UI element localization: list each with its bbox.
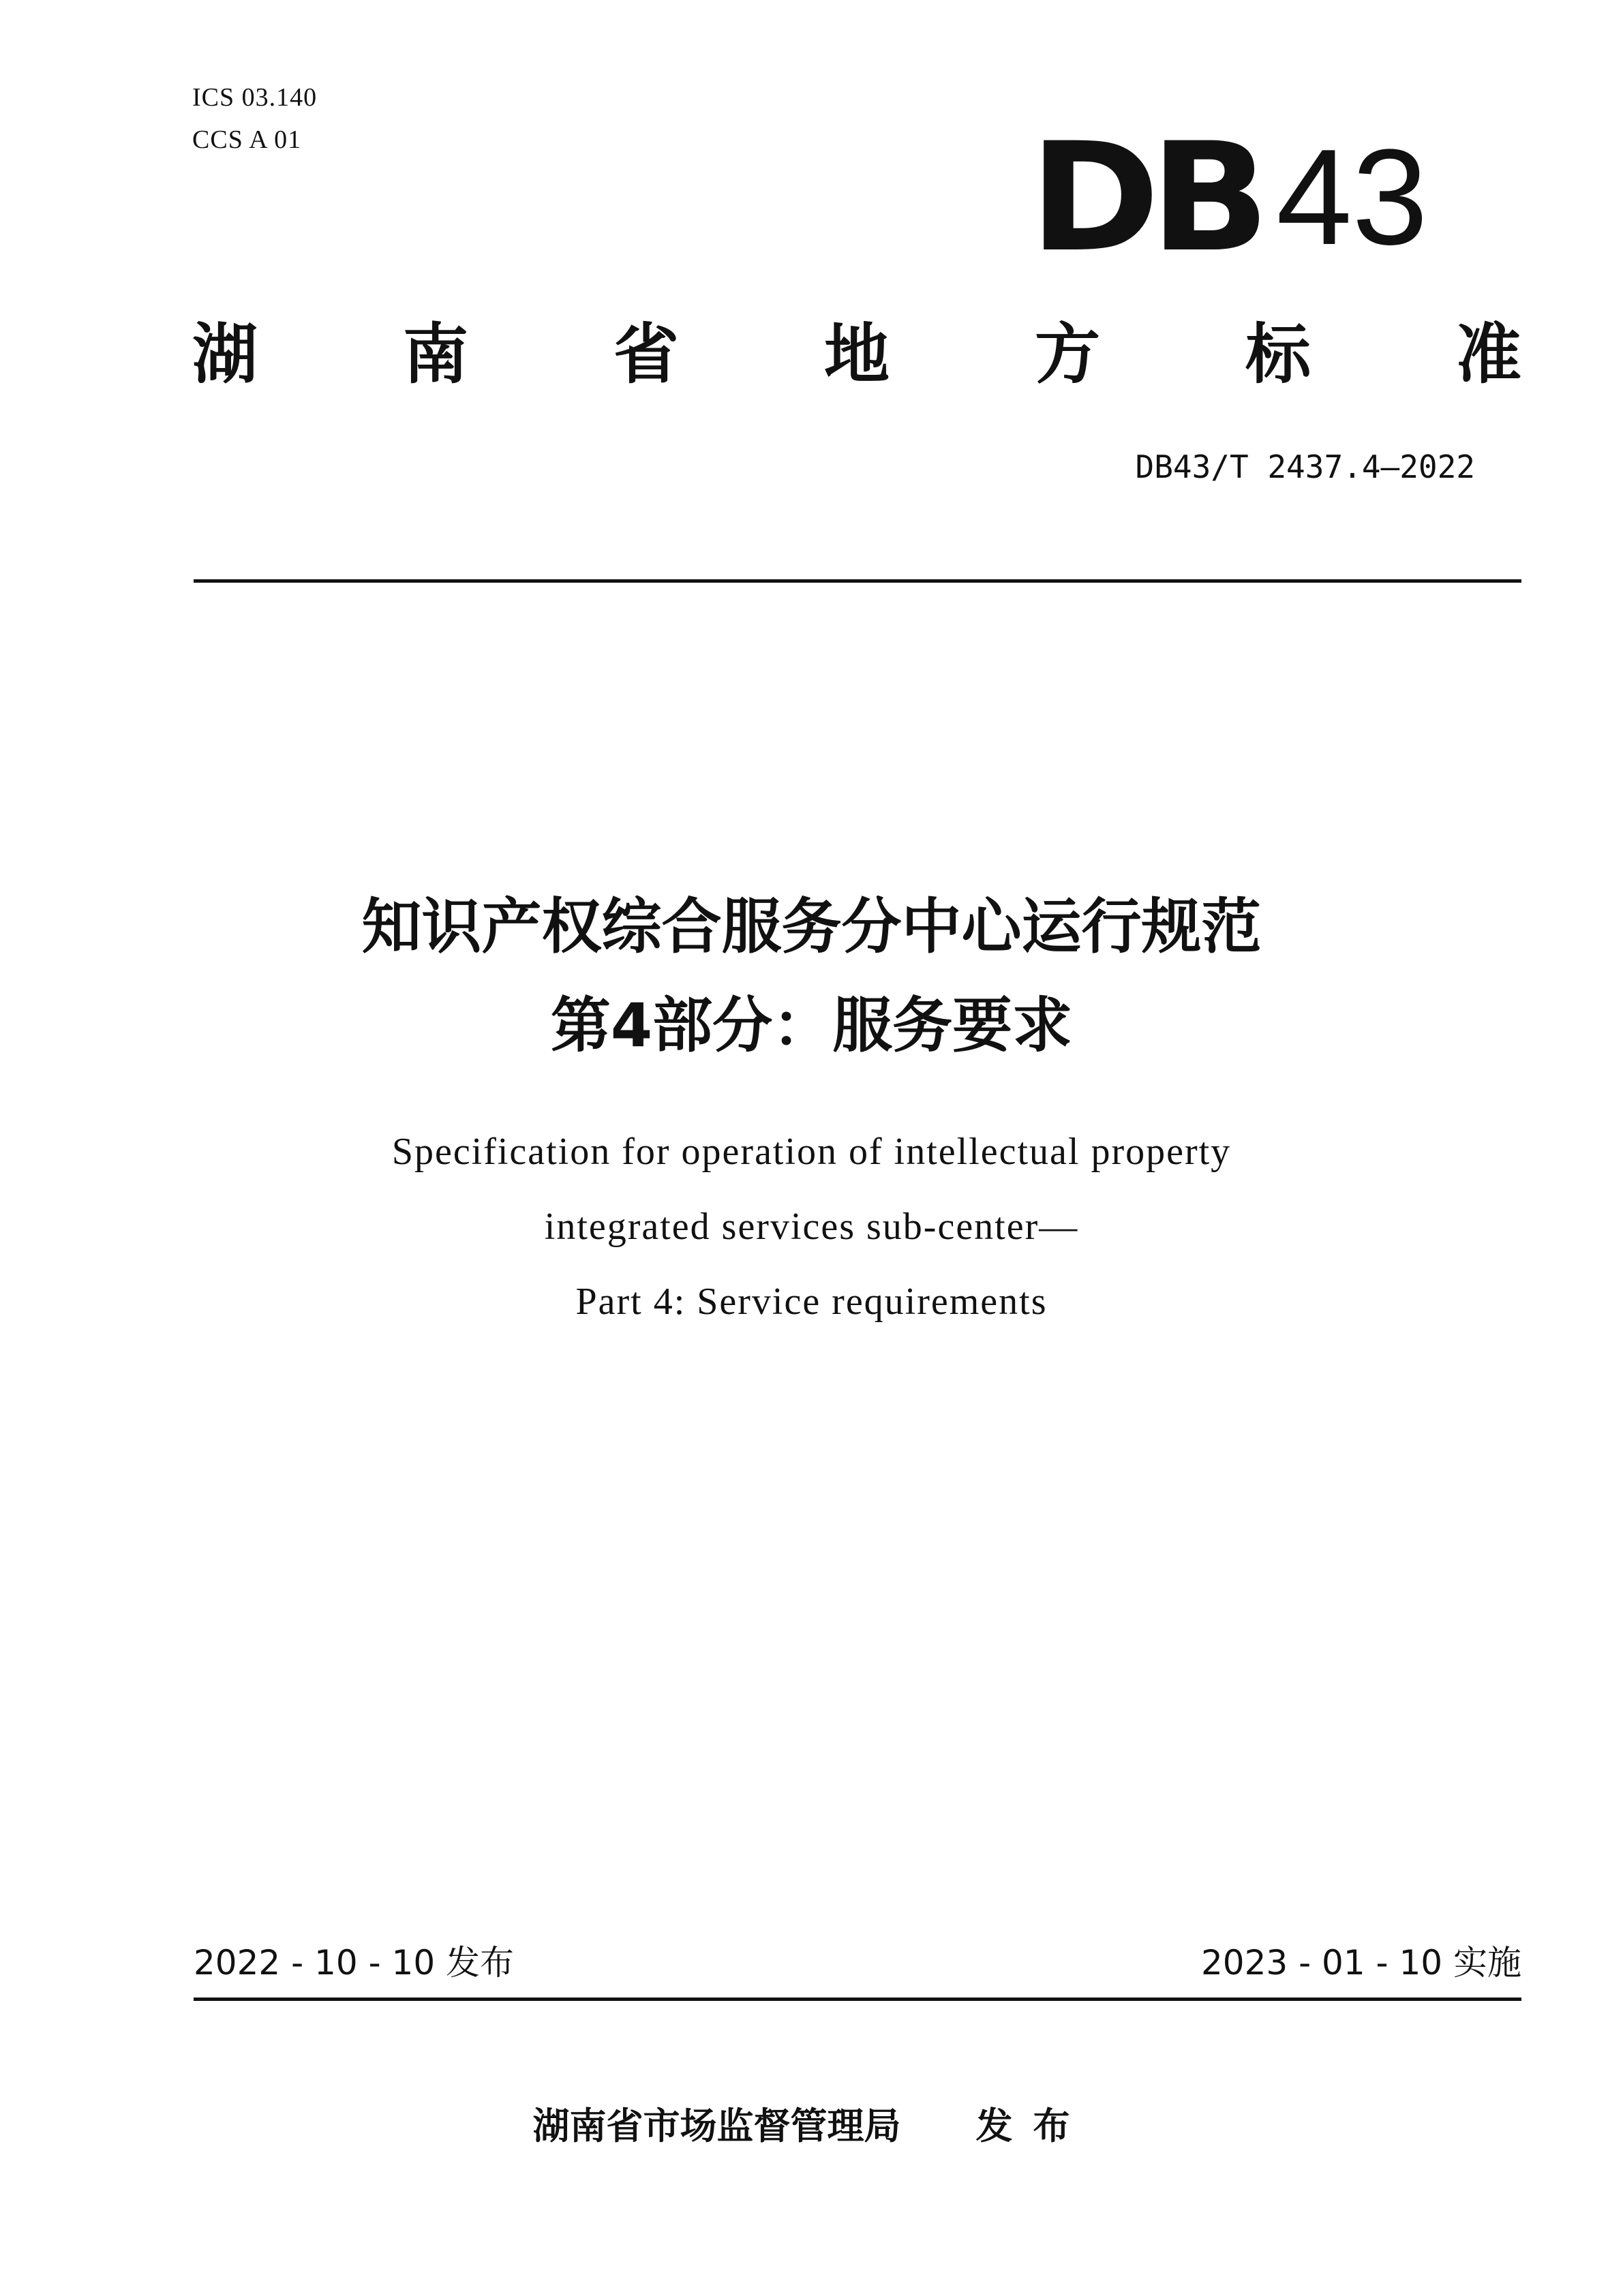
english-title-line-1: Specification for operation of intellectual property <box>391 1131 1232 1173</box>
standard-type-char: 省 <box>613 316 679 393</box>
standard-type-char: 方 <box>1035 316 1100 393</box>
standard-type-char: 南 <box>403 316 468 393</box>
english-title-line-2: integrated services sub-center— <box>544 1206 1079 1248</box>
standard-type-char: 标 <box>1245 316 1311 393</box>
logo-prefix: DB <box>1029 110 1260 285</box>
issue-action: 发布 <box>975 2104 1091 2147</box>
issuer-line <box>0 2096 1623 2157</box>
standard-type-char: 湖 <box>192 316 258 393</box>
classification-codes <box>192 76 317 161</box>
issuing-organization: 湖南省市场监督管理局 <box>532 2104 901 2147</box>
publish-date: 2022 - 10 - 10 发布 <box>194 1943 515 1983</box>
ics-code: ICS 03.140 <box>192 83 318 112</box>
standard-type-char: 地 <box>824 316 890 393</box>
chinese-title-line-1: 知识产权综合服务分中心运行规范 <box>361 891 1262 962</box>
header-divider <box>194 579 1521 583</box>
standard-type-heading <box>192 307 1521 402</box>
ccs-code: CCS A 01 <box>192 125 302 154</box>
standard-type-char: 准 <box>1456 316 1521 393</box>
implement-date: 2023 - 01 - 10 实施 <box>1200 1943 1521 1983</box>
chinese-title-line-2: 第4部分：服务要求 <box>550 990 1073 1060</box>
footer-divider <box>194 1997 1521 2001</box>
english-title-line-3: Part 4: Service requirements <box>575 1281 1048 1323</box>
standard-number: DB43/T 2437.4—2022 <box>1135 448 1475 485</box>
logo-number: 43 <box>1276 121 1428 273</box>
db43-logo <box>1029 110 1428 285</box>
